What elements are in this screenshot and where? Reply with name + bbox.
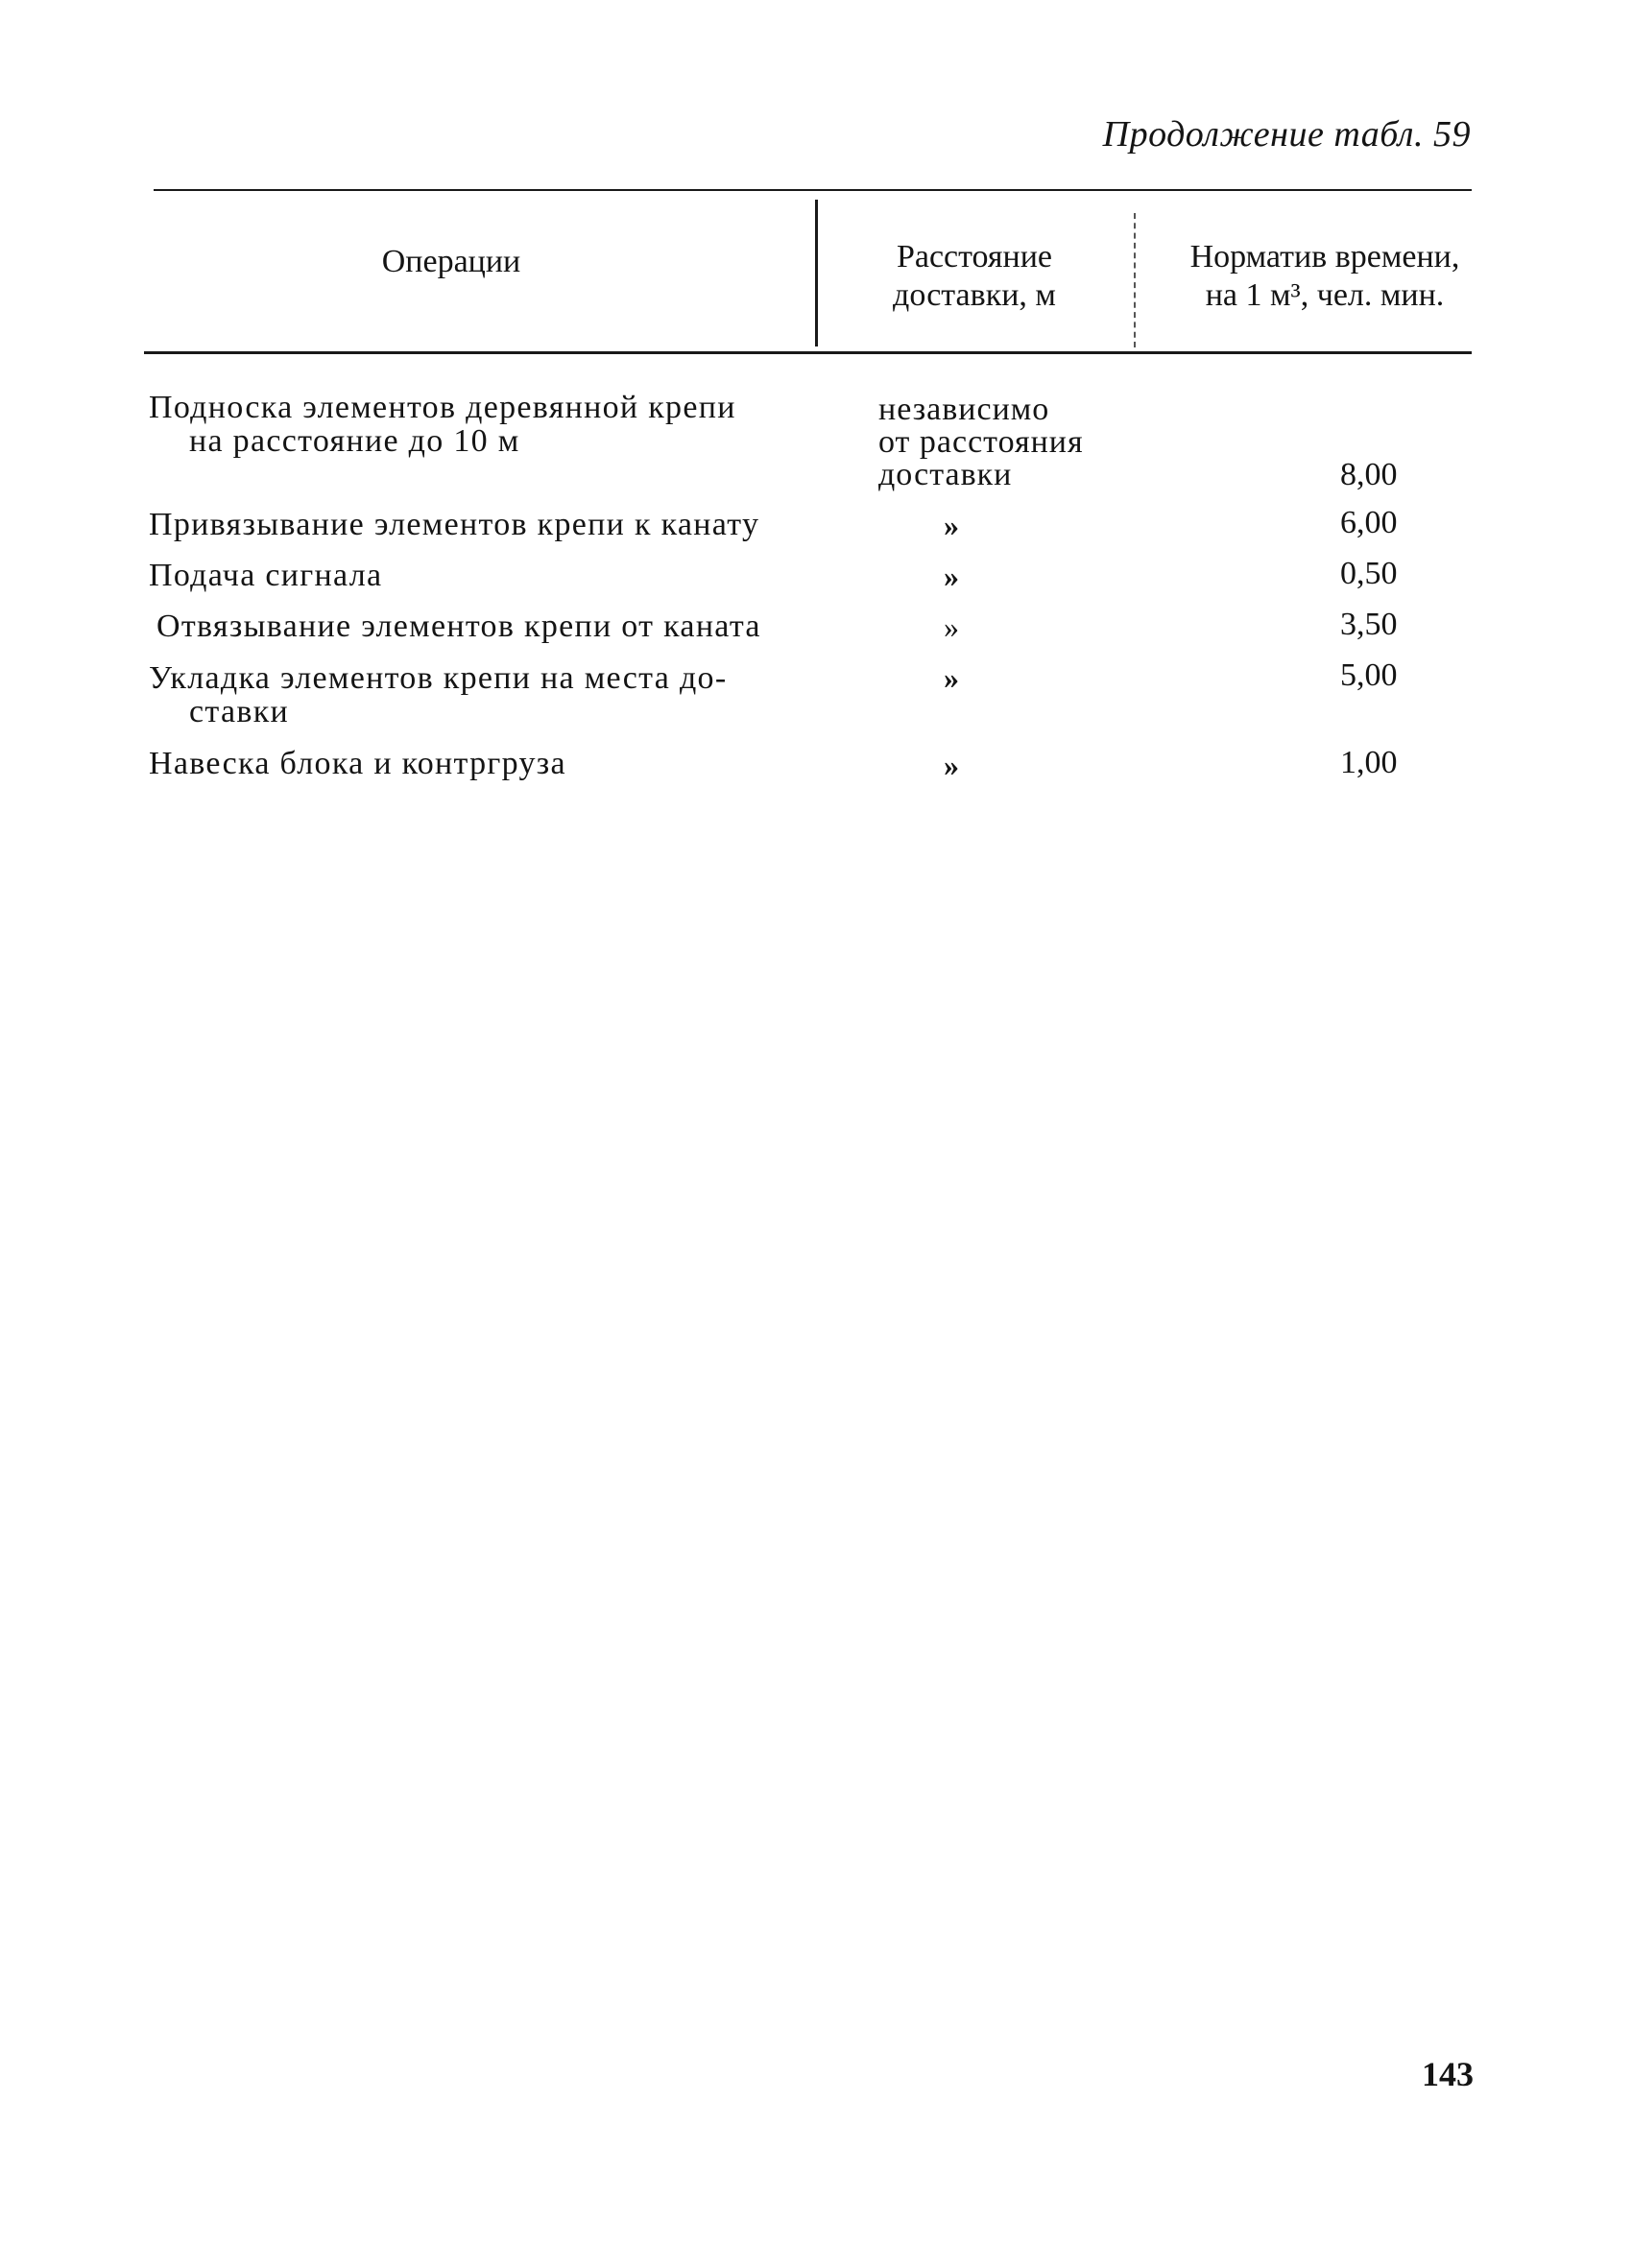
- row1-distance-line3: доставки: [878, 457, 1013, 492]
- row4-norm: 3,50: [1340, 607, 1398, 642]
- column-divider-dashed: [1134, 213, 1136, 347]
- row4-operation: Отвязывание элементов крепи от каната: [156, 609, 761, 644]
- row3-operation: Подача сигнала: [149, 558, 383, 593]
- row3-distance-ditto: »: [944, 559, 959, 593]
- row2-operation: Привязывание элементов крепи к канату: [149, 507, 760, 542]
- row2-distance-ditto: »: [944, 508, 959, 542]
- column-divider: [815, 200, 818, 346]
- row6-distance-ditto: »: [944, 748, 959, 782]
- column-header-distance-line1: Расстояние: [896, 239, 1053, 275]
- row1-operation-line2: на расстояние до 10 м: [189, 423, 520, 459]
- row1-norm: 8,00: [1340, 457, 1398, 492]
- row1-distance-line2: от расстояния: [878, 424, 1084, 460]
- column-header-norm: [1152, 238, 1498, 315]
- row4-distance-ditto: »: [944, 609, 959, 644]
- column-header-distance-line2: доставки, м: [893, 277, 1056, 313]
- table-header-rule: [144, 351, 1472, 354]
- row1-distance-line1: независимо: [878, 392, 1050, 427]
- row2-norm: 6,00: [1340, 505, 1398, 540]
- row5-norm: 5,00: [1340, 657, 1398, 693]
- column-header-operations: Операции: [381, 244, 521, 279]
- row1-operation-line1: Подноска элементов деревянной крепи: [149, 390, 736, 425]
- row5-operation-line1: Укладка элементов крепи на места до-: [149, 660, 728, 696]
- column-header-norm-line2: на 1 м³, чел. мин.: [1205, 277, 1445, 313]
- row6-operation: Навеска блока и контргруза: [149, 746, 566, 781]
- row3-norm: 0,50: [1340, 556, 1398, 591]
- column-header-distance: [845, 238, 1104, 315]
- row6-norm: 1,00: [1340, 745, 1398, 780]
- row5-operation-line2: ставки: [189, 694, 290, 729]
- table-top-rule: [154, 189, 1472, 191]
- row5-distance-ditto: »: [944, 660, 959, 695]
- column-header-norm-line1: Норматив времени,: [1189, 239, 1460, 275]
- page-number: 143: [1422, 2055, 1474, 2093]
- table-continuation-caption: Продолжение табл. 59: [1102, 114, 1471, 155]
